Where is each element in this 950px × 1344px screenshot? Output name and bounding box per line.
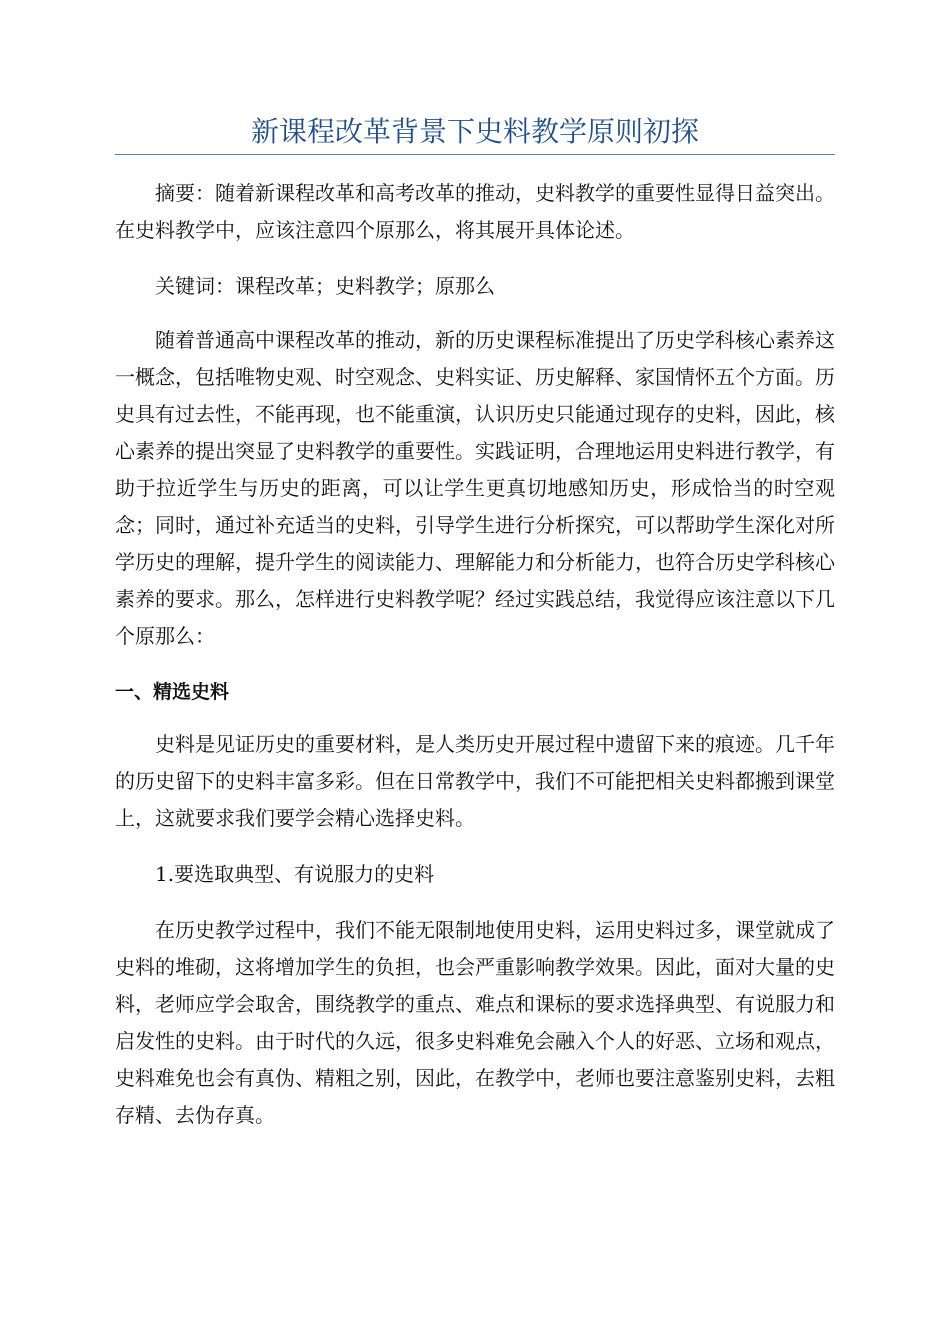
keywords-line: 关键词：课程改革；史料教学；原那么	[155, 274, 495, 298]
subsection-paragraph: 在历史教学过程中，我们不能无限制地使用史料，运用史料过多，课堂就成了史料的堆砌，这将增加学生的负担，也会严重影响教学效果。因此，面对大量的史料，老师应学会取舍，围绕教学的重点、难点和课标的要求选择典型、有说服力和启发性的史料。由于时代的久远，很多史料难免会融入个人的好恶、立场和观点，史料难免也会有真伪、精粗之别，因此，在教学中，老师也要注意鉴别史料，去粗存精、去伪存真。	[115, 918, 835, 1127]
section-paragraph: 史料是见证历史的重要材料，是人类历史开展过程中遗留下来的痕迹。几千年的历史留下的史料丰富多彩。但在日常教学中，我们不可能把相关史料都搬到课堂上，这就要求我们要学会精心选择史料。	[115, 732, 835, 830]
section-heading: 一、精选史料	[115, 681, 230, 703]
title-underline	[115, 154, 835, 155]
abstract-paragraph: 摘要：随着新课程改革和高考改革的推动，史料教学的重要性显得日益突出。在史料教学中，应该注意四个原那么，将其展开具体论述。	[115, 181, 835, 242]
document-title: 新课程改革背景下史料教学原则初探	[250, 115, 699, 148]
intro-paragraph: 随着普通高中课程改革的推动，新的历史课程标准提出了历史学科核心素养这一概念，包括唯物史观、时空观念、史料实证、历史解释、家国情怀五个方面。历史具有过去性，不能再现，也不能重演，认识历史只能通过现存的史料，因此，核心素养的提出突显了史料教学的重要性。实践证明，合理地运用史料进行教学，有助于拉近学生与历史的距离，可以让学生更真切地感知历史，形成恰当的时空观念；同时，通过补充适当的史料，引导学生进行分析探究，可以帮助学生深化对所学历史的理解，提升学生的阅读能力、理解能力和分析能力，也符合历史学科核心素养的要求。那么，怎样进行史料教学呢？经过实践总结，我觉得应该注意以下几个原那么：	[115, 328, 835, 648]
document-body	[115, 175, 835, 1153]
subsection-heading: 1.要选取典型、有说服力的史料	[155, 862, 435, 886]
